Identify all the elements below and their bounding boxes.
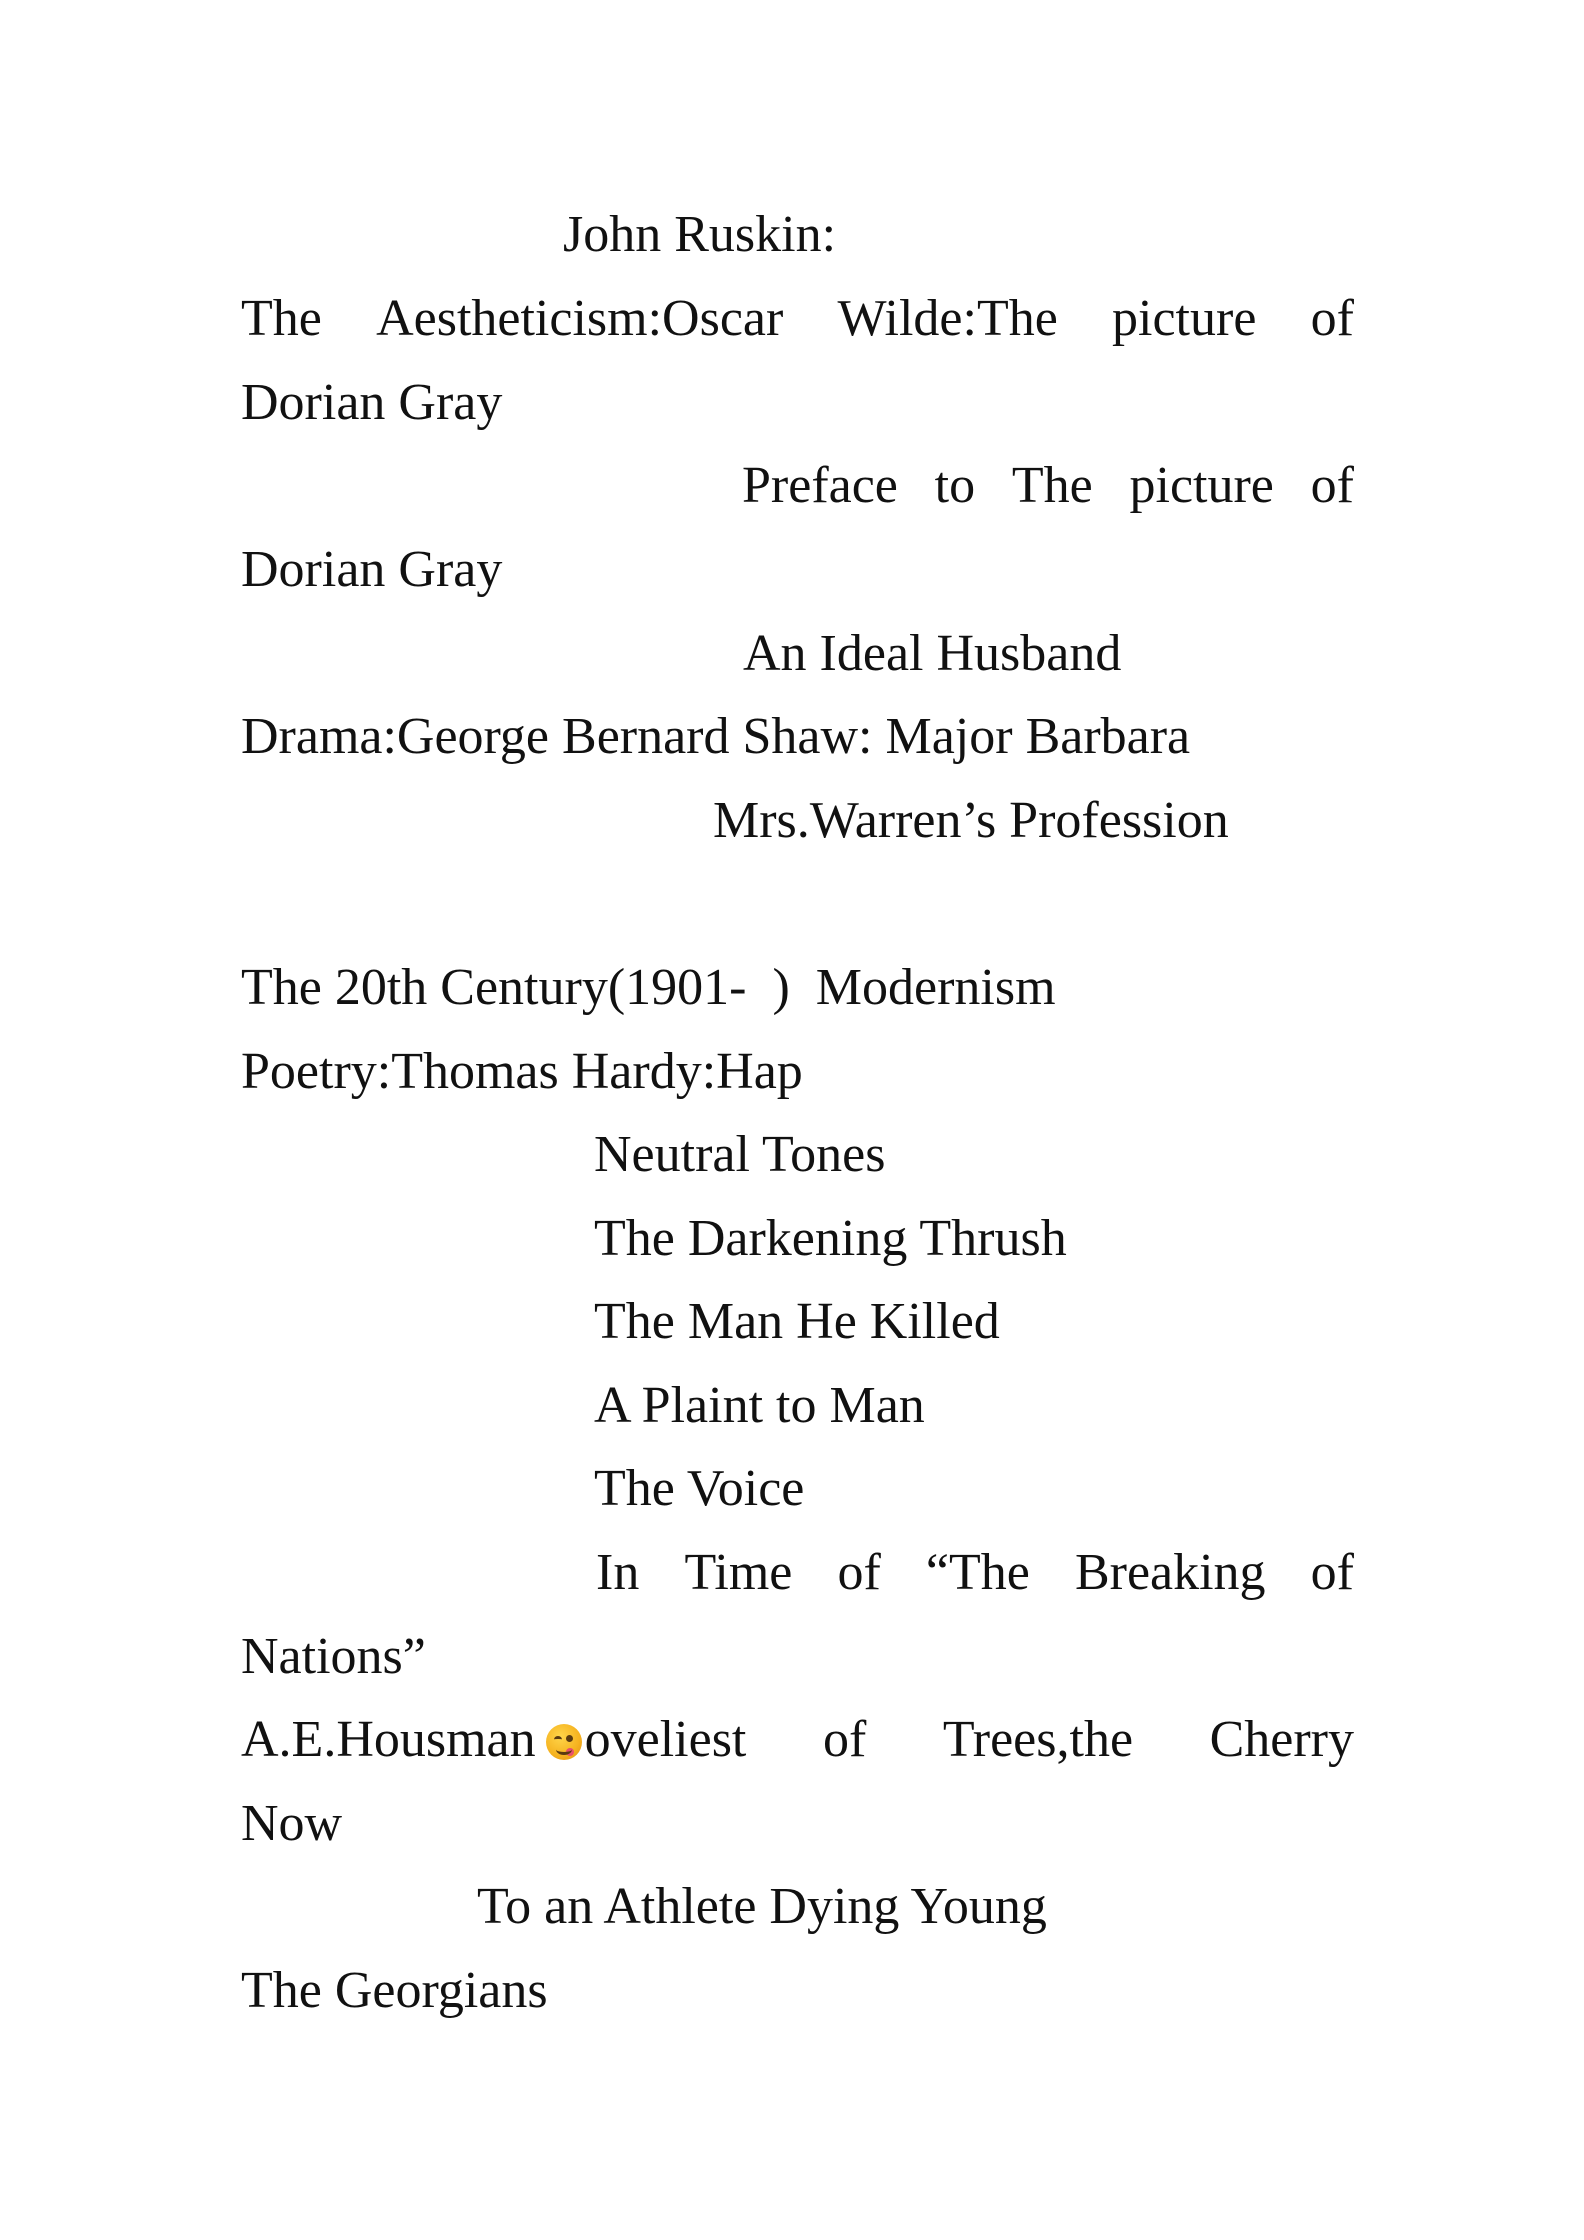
word: picture: [1129, 457, 1274, 514]
word: Wilde:The: [837, 290, 1058, 347]
line-poetry-hardy: Poetry:Thomas Hardy:Hap: [241, 1043, 803, 1100]
line-john-ruskin: John Ruskin:: [563, 206, 837, 263]
line-dorian-gray-1: Dorian Gray: [241, 374, 503, 431]
word: oveliest: [584, 1711, 747, 1768]
word: The: [241, 290, 322, 347]
line-nations: Nations”: [241, 1628, 426, 1685]
line-housman: [241, 1710, 1354, 1770]
word: of: [1310, 290, 1354, 347]
line-neutral-tones: Neutral Tones: [594, 1126, 886, 1183]
word: Breaking: [1074, 1544, 1266, 1601]
word: of: [822, 1711, 867, 1768]
line-preface: [742, 456, 1354, 516]
word: of: [1310, 457, 1354, 514]
word: Preface: [742, 457, 898, 514]
line-ideal-husband: An Ideal Husband: [743, 625, 1122, 682]
line-aestheticism: [241, 289, 1354, 349]
line-the-voice: The Voice: [594, 1460, 805, 1517]
line-darkening-thrush: The Darkening Thrush: [594, 1210, 1067, 1267]
line-athlete-dying-young: To an Athlete Dying Young: [477, 1878, 1047, 1935]
word: Aestheticism:Oscar: [376, 290, 784, 347]
line-man-he-killed: The Man He Killed: [594, 1293, 1000, 1350]
word: Cherry: [1209, 1711, 1354, 1768]
word: In: [596, 1544, 640, 1601]
word: picture: [1112, 290, 1257, 347]
word: of: [1310, 1544, 1354, 1601]
housman-name: A.E.Housman: [241, 1711, 536, 1768]
line-drama-shaw: Drama:George Bernard Shaw: Major Barbara: [241, 708, 1191, 765]
housman-name-group: [241, 1710, 746, 1770]
word: “The: [925, 1544, 1030, 1601]
line-now: Now: [241, 1795, 343, 1852]
line-20th-century: The 20th Century(1901- ) Modernism: [241, 959, 1056, 1016]
squinting-tongue-emoji-icon: [546, 1724, 582, 1760]
word: Trees,the: [942, 1711, 1134, 1768]
line-in-time-of: [596, 1543, 1354, 1603]
line-dorian-gray-2: Dorian Gray: [241, 541, 503, 598]
word: of: [837, 1544, 881, 1601]
word: The: [1011, 457, 1093, 514]
word: Time: [684, 1544, 793, 1601]
line-mrs-warren: Mrs.Warren’s Profession: [713, 792, 1229, 849]
line-the-georgians: The Georgians: [241, 1962, 548, 2019]
line-plaint-to-man: A Plaint to Man: [594, 1377, 925, 1434]
word: to: [934, 457, 976, 514]
